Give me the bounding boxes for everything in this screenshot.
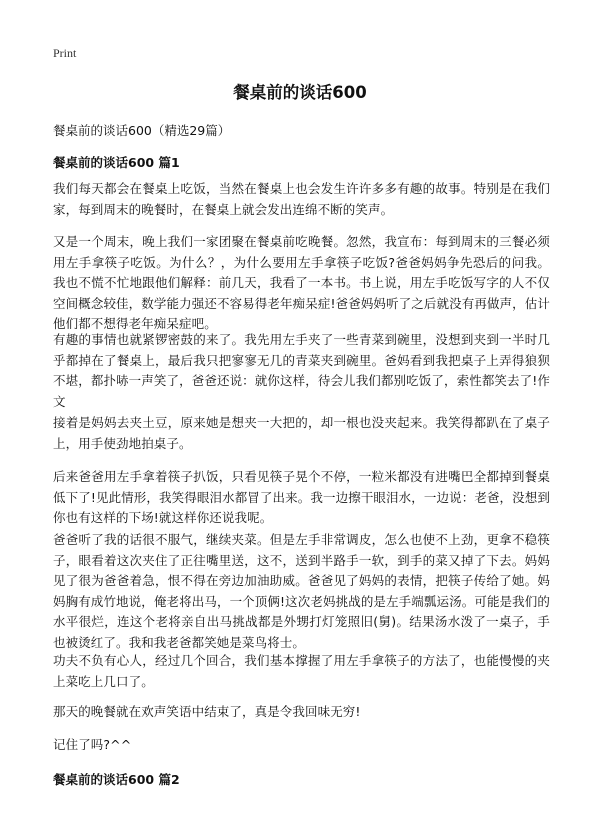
document-subtitle: 餐桌前的谈话600（精选29篇） [53, 123, 231, 138]
paragraph: 又是一个周末，晚上我们一家团聚在餐桌前吃晚餐。忽然，我宣布：每到周末的三餐必须用左手拿筷子吃饭。为什么？，为什么要用左手拿筷子吃饭?爸爸妈妈争先恐后的问我。我也不慌不忙地跟他们解释：前几天，我看了一本书。书上说，用左手吃饭写字的人不仅空间概念较佳，数学能力强还不容易得老年痴呆症!爸爸妈妈听了之后就没有再做声，估计他们都不想得老年痴呆症吧。 [53, 234, 550, 331]
paragraph: 接着是妈妈去夹土豆，原来她是想夹一大把的，却一根也没夹起来。我笑得都趴在了桌子上，用手使劲地拍桌子。 [53, 415, 550, 451]
paragraph: 后来爸爸用左手拿着筷子扒饭，只看见筷子晃个不停，一粒米都没有进嘴巴全都掉到餐桌低下了!见此情形，我笑得眼泪水都冒了出来。我一边擦干眼泪水，一边说：老爸，没想到你也有这样的下场!就这样你还说我呢。 [53, 469, 550, 525]
paragraph: 功夫不负有心人，经过几个回合，我们基本撑握了用左手拿筷子的方法了，也能慢慢的夹上菜吃上几口了。 [53, 653, 550, 689]
paragraph: 我们每天都会在餐桌上吃饭，当然在餐桌上也会发生许许多多有趣的故事。特别是在我们家，每到周末的晚餐时，在餐桌上就会发出连绵不断的笑声。 [53, 181, 550, 217]
paragraph: 有趣的事情也就紧锣密鼓的来了。我先用左手夹了一些青菜到碗里，没想到夹到一半时几乎都掉在了餐桌上，最后我只把寥寥无几的青菜夹到碗里。爸妈看到我把桌子上弄得狼狈不堪，都扑哧一声笑了，爸爸还说：就你这样，待会儿我们都别吃饭了，索性都笑去了!作文 [53, 332, 550, 409]
paragraph: 记住了吗?^^ [53, 737, 132, 752]
section-heading-2: 餐桌前的谈话600 篇2 [53, 772, 180, 787]
print-link[interactable]: Print [53, 46, 77, 60]
page-title: 餐桌前的谈话600 [233, 83, 367, 102]
section-heading-1: 餐桌前的谈话600 篇1 [53, 155, 180, 170]
paragraph: 那天的晚餐就在欢声笑语中结束了，真是令我回味无穷! [53, 704, 361, 719]
paragraph: 爸爸听了我的话很不服气，继续夹菜。但是左手非常调皮，怎么也使不上劲，更拿不稳筷子，眼看着这次夹住了正往嘴里送，这不，送到半路手一软，到手的菜又掉了下去。妈妈见了很为爸爸着急，恨不得在旁边加油助威。爸爸见了妈妈的表情，把筷子传给了她。妈妈胸有成竹地说，俺老将出马，一个顶俩!这次老妈挑战的是左手端瓢运汤。可能是我们的水平很烂，连这个老将亲自出马挑战都是外甥打灯笼照旧(舅)。结果汤水泼了一桌子，手也被烫红了。我和我老爸都笑她是菜鸟将士。 [53, 532, 550, 650]
